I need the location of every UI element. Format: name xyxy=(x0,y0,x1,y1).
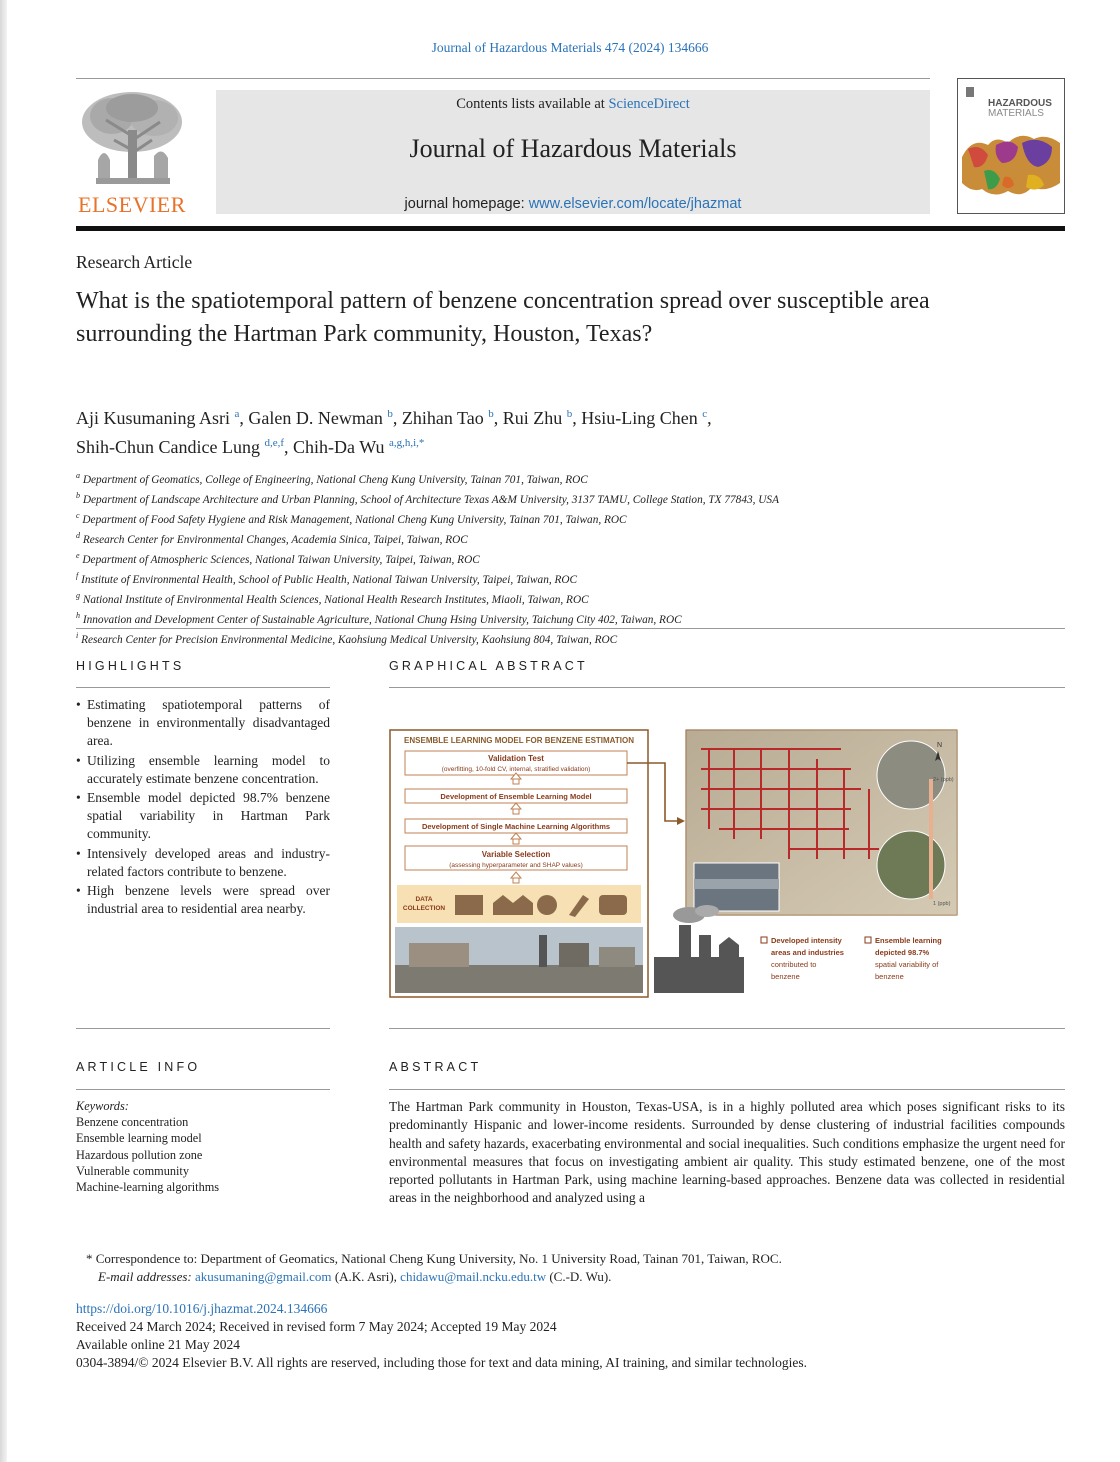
cover-title-line1: HAZARDOUS xyxy=(988,98,1052,109)
ga-box-title: ENSEMBLE LEARNING MODEL FOR BENZENE ESTIMATION xyxy=(404,736,634,745)
elsevier-tree-icon xyxy=(76,90,188,190)
graphical-abstract-figure xyxy=(389,729,959,999)
affiliation-item: $^f$ Institute of Environmental Health, School of Public Health, National Taiwan University, Taipei, Taiwan, ROC xyxy=(76,570,578,586)
email-owner-asri: (A.K. Asri), xyxy=(334,1269,397,1284)
abstract-rule xyxy=(389,1089,1065,1090)
available-online: Available online 21 May 2024 xyxy=(76,1337,240,1352)
graphical-abstract[interactable] xyxy=(389,729,959,999)
affiliation-list xyxy=(76,468,1066,648)
keyword-item: Vulnerable community xyxy=(76,1163,189,1178)
author-4[interactable]: Rui Zhu $^b$, xyxy=(502,408,582,428)
graphical-abstract-rule xyxy=(389,687,1065,688)
ga-legend-low: 1 (ppb) xyxy=(933,901,951,907)
affiliation-rule xyxy=(76,628,1065,629)
affiliation-item: $^b$ Department of Landscape Architecture and Urban Planning, School of Architecture Texas A&M University, 3137 TAMU, College Station, TX 77843, USA xyxy=(76,490,779,506)
ga-data-label: DATA xyxy=(415,896,433,903)
email-owner-wu: (C.-D. Wu). xyxy=(549,1269,612,1284)
ga-note1: Developed intensity xyxy=(771,936,842,945)
keyword-item: Ensemble learning model xyxy=(76,1131,202,1146)
affiliation-item: $^c$ Department of Food Safety Hygiene and Risk Management, National Cheng Kung University, Tainan 701, Taiwan, ROC xyxy=(76,510,627,526)
ga-note1-line2: areas and industries xyxy=(771,948,844,957)
publication-info xyxy=(76,1300,1066,1372)
highlight-item: • Estimating spatiotemporal patterns of benzene in environmentally disadvantaged area. xyxy=(76,696,330,751)
article-title xyxy=(76,285,976,351)
abstract-text: The Hartman Park community in Houston, Texas-USA, is in a highly polluted area which poses significant risks to its predominantly Hispanic and lower-income residents. Surrounded by dense clustering of industrial facilities compounds health and safety hazards, exacerbating environmental and social inequalities. Such conditions emphasize the urgent need for environmental measures that focus on investigating ambient air quality. This study estimated benzene, one of the most reported pollutants in Hartman Park, using machine learning-based approaches. Benzene data was collected in residential areas in the neighborhood and analyzed using a xyxy=(389,1099,1065,1206)
journal-cover[interactable] xyxy=(957,78,1065,214)
ga-factory-icon xyxy=(654,905,744,993)
correspondence-text: Correspondence to: Department of Geomatics, National Cheng Kung University, No. 1 University Road, Tainan 701, Taiwan, ROC. xyxy=(95,1251,782,1266)
ga-legend-high: 2+ (ppb) xyxy=(933,777,954,783)
email-line xyxy=(86,1268,1066,1286)
ga-data-label2: COLLECTION xyxy=(402,905,446,912)
graphical-abstract-heading: GRAPHICAL ABSTRACT xyxy=(389,659,588,673)
ga-note2-line2: depicted 98.7% xyxy=(875,948,930,957)
keywords-label: Keywords: xyxy=(76,1099,129,1113)
cover-title xyxy=(988,99,1052,119)
author-list xyxy=(76,402,1066,460)
elsevier-wordmark: ELSEVIER xyxy=(78,192,186,217)
author-3[interactable]: Zhihan Tao $^b$, xyxy=(401,408,503,428)
author-2[interactable]: Galen D. Newman $^b$, xyxy=(248,408,402,428)
copyright-notice: 0304-3894/© 2024 Elsevier B.V. All rights are reserved, including those for text and data mining, AI training, and similar technologies. xyxy=(76,1355,807,1370)
elsevier-logo[interactable] xyxy=(76,90,188,218)
ga-step-ensemble: Development of Ensemble Learning Model xyxy=(440,792,592,801)
ga-note1-line4: benzene xyxy=(771,972,800,981)
affiliation-item: $^g$ National Institute of Environmental Health Sciences, National Health Research Institutes, Miaoli, Taiwan, ROC xyxy=(76,590,589,606)
ga-north-label: N xyxy=(937,742,943,749)
highlights-rule xyxy=(76,687,330,688)
affiliation-item: $^e$ Department of Atmospheric Sciences, National Taiwan University, Taipei, Taiwan, ROC xyxy=(76,550,480,566)
correspondence-marker: * xyxy=(86,1251,93,1266)
header-rule xyxy=(76,78,930,79)
homepage-prefix: journal homepage: xyxy=(404,196,525,212)
journal-header xyxy=(216,90,930,214)
author-6[interactable]: Shih-Chun Candice Lung $^{d,e,f}$, xyxy=(76,437,294,457)
correspondence-line xyxy=(86,1250,1066,1268)
graphical-abstract-bottom-rule xyxy=(389,1028,1065,1029)
highlights-list xyxy=(76,696,330,919)
ga-note2-line4: benzene xyxy=(875,972,904,981)
article-title-text: What is the spatiotemporal pattern of benzene concentration spread over susceptible area surrounding the Hartman Park community, Houston, Texas? xyxy=(76,288,930,347)
article-info-heading: ARTICLE INFO xyxy=(76,1060,201,1074)
ga-step-single-ml: Development of Single Machine Learning Algorithms xyxy=(421,822,611,831)
ga-step-variable: Variable Selection xyxy=(481,850,551,859)
running-head[interactable]: Journal of Hazardous Materials 474 (2024) 134666 xyxy=(431,40,709,55)
affiliation-item: $^h$ Innovation and Development Center of Sustainable Agriculture, National Chung Hsing University, Taichung City 402, Taiwan, ROC xyxy=(76,610,682,626)
affiliation-item: $^d$ Research Center for Environmental Changes, Academia Sinica, Taipei, Taiwan, ROC xyxy=(76,530,468,546)
author-7[interactable]: Chih-Da Wu $^{a,g,h,i,*}$ xyxy=(293,437,425,457)
highlight-item: • Utilizing ensemble learning model to accurately estimate benzene concentration. xyxy=(76,752,330,788)
highlights-bottom-rule xyxy=(76,1028,330,1029)
sciencedirect-link[interactable]: ScienceDirect xyxy=(608,96,690,112)
contents-line xyxy=(216,96,930,113)
ga-step-validation-sub: (overfitting, 10-fold CV, internal, stratified validation) xyxy=(441,766,591,773)
article-type: Research Article xyxy=(76,252,193,272)
correspondence-footnote xyxy=(86,1250,1066,1286)
keyword-item: Benzene concentration xyxy=(76,1115,189,1130)
highlights-heading: HIGHLIGHTS xyxy=(76,659,185,673)
affiliation-item: $^a$ Department of Geomatics, College of Engineering, National Cheng Kung University, Tainan 701, Taiwan, ROC xyxy=(76,471,588,486)
author-1[interactable]: Aji Kusumaning Asri $^a$, xyxy=(76,408,249,428)
email-label: E-mail addresses: xyxy=(98,1269,192,1284)
received-dates: Received 24 March 2024; Received in revised form 7 May 2024; Accepted 19 May 2024 xyxy=(76,1319,557,1334)
email-link-wu[interactable]: chidawu@mail.ncku.edu.tw xyxy=(400,1269,547,1284)
keyword-item: Hazardous pollution zone xyxy=(76,1147,203,1162)
doi-link[interactable]: https://doi.org/10.1016/j.jhazmat.2024.134666 xyxy=(76,1301,328,1316)
affiliation-item: $^i$ Research Center for Precision Environmental Medicine, Kaohsiung Medical University, Kaohsiung 804, Taiwan, ROC xyxy=(76,630,618,646)
highlight-item: • Ensemble model depicted 98.7% benzene spatial variability in Hartman Park community. xyxy=(76,789,330,844)
abstract-heading: ABSTRACT xyxy=(389,1060,482,1074)
highlight-item: • Intensively developed areas and industry-related factors contribute to benzene. xyxy=(76,845,330,881)
homepage-line xyxy=(216,196,930,212)
ga-step-variable-sub: (assessing hyperparameter and SHAP values) xyxy=(449,862,583,869)
cover-title-line2: MATERIALS xyxy=(988,108,1044,119)
keywords-block xyxy=(76,1098,330,1195)
ga-note1-line3: contributed to xyxy=(771,960,817,969)
ga-note2: Ensemble learning xyxy=(875,936,942,945)
header-thick-rule xyxy=(76,226,1065,231)
article-info-rule xyxy=(76,1089,330,1090)
page-edge-shadow xyxy=(0,0,7,1462)
homepage-link[interactable]: www.elsevier.com/locate/jhazmat xyxy=(528,196,742,212)
ga-step-validation: Validation Test xyxy=(488,754,544,763)
author-5[interactable]: Hsiu-Ling Chen $^c$, xyxy=(581,408,712,428)
keyword-item: Machine-learning algorithms xyxy=(76,1180,220,1195)
ga-note2-line3: spatial variability of xyxy=(875,960,939,969)
highlight-item: • High benzene levels were spread over industrial area to residential area nearby. xyxy=(76,882,330,918)
contents-prefix: Contents lists available at xyxy=(456,96,605,112)
email-link-asri[interactable]: akusumaning@gmail.com xyxy=(195,1269,332,1284)
journal-title: Journal of Hazardous Materials xyxy=(409,134,737,163)
